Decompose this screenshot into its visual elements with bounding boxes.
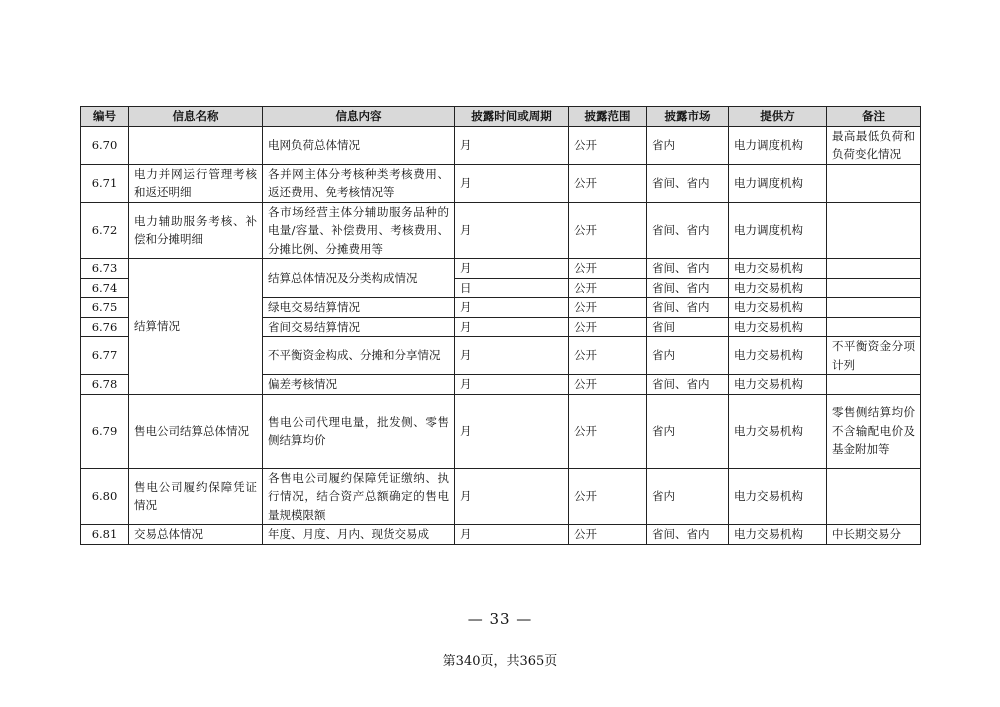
row-market: 省间、省内 [647,375,729,395]
row-name: 结算情况 [129,259,263,395]
row-period: 月 [455,394,569,468]
table-row [81,468,921,525]
row-id: 6.79 [81,394,129,468]
row-period: 月 [455,337,569,375]
row-scope: 公开 [569,298,647,318]
row-note [827,259,921,279]
row-note: 不平衡资金分项计列 [827,337,921,375]
table-row [81,126,921,164]
row-provider: 电力调度机构 [729,202,827,259]
row-name: 售电公司结算总体情况 [129,394,263,468]
row-period: 月 [455,202,569,259]
row-note [827,298,921,318]
row-market: 省间、省内 [647,525,729,545]
row-id: 6.80 [81,468,129,525]
row-period: 月 [455,298,569,318]
row-content: 各市场经营主体分辅助服务品种的电量/容量、补偿费用、考核费用、分摊比例、分摊费用等 [263,202,455,259]
row-market: 省内 [647,468,729,525]
row-market: 省间、省内 [647,202,729,259]
header-market: 披露市场 [647,107,729,127]
row-period: 月 [455,525,569,545]
row-id: 6.71 [81,164,129,202]
row-market: 省内 [647,337,729,375]
row-period: 月 [455,317,569,337]
row-provider: 电力调度机构 [729,164,827,202]
row-scope: 公开 [569,394,647,468]
page-footer: 第340页，共365页 [442,654,558,669]
table-header-row [81,107,921,127]
header-id: 编号 [81,107,129,127]
row-period: 月 [455,468,569,525]
row-id: 6.70 [81,126,129,164]
row-content: 各并网主体分考核种类考核费用、返还费用、免考核情况等 [263,164,455,202]
row-content: 不平衡资金构成、分摊和分享情况 [263,337,455,375]
row-scope: 公开 [569,468,647,525]
row-content: 年度、月度、月内、现货交易成 [263,525,455,545]
row-market: 省间、省内 [647,278,729,298]
row-content: 偏差考核情况 [263,375,455,395]
row-provider: 电力交易机构 [729,468,827,525]
row-period: 月 [455,375,569,395]
row-scope: 公开 [569,317,647,337]
table-row [81,259,921,279]
row-provider: 电力交易机构 [729,278,827,298]
row-provider: 电力交易机构 [729,337,827,375]
table-row [81,202,921,259]
row-id: 6.73 [81,259,129,279]
row-provider: 电力交易机构 [729,317,827,337]
header-note: 备注 [827,107,921,127]
row-id: 6.77 [81,337,129,375]
row-id: 6.76 [81,317,129,337]
row-id: 6.81 [81,525,129,545]
row-provider: 电力交易机构 [729,394,827,468]
row-scope: 公开 [569,525,647,545]
row-provider: 电力交易机构 [729,259,827,279]
header-scope: 披露范围 [569,107,647,127]
table-row [81,394,921,468]
row-market: 省内 [647,126,729,164]
header-name: 信息名称 [129,107,263,127]
row-provider: 电力交易机构 [729,298,827,318]
row-note: 最高最低负荷和负荷变化情况 [827,126,921,164]
row-market: 省间、省内 [647,298,729,318]
row-content: 各售电公司履约保障凭证缴纳、执行情况，结合资产总额确定的售电量规模限额 [263,468,455,525]
disclosure-table [80,106,921,545]
row-note [827,164,921,202]
row-scope: 公开 [569,202,647,259]
row-id: 6.72 [81,202,129,259]
row-scope: 公开 [569,259,647,279]
row-scope: 公开 [569,164,647,202]
row-content: 售电公司代理电量，批发侧、零售侧结算均价 [263,394,455,468]
table-row [81,164,921,202]
row-market: 省间、省内 [647,164,729,202]
row-note: 零售侧结算均价不含输配电价及基金附加等 [827,394,921,468]
row-id: 6.75 [81,298,129,318]
row-provider: 电力交易机构 [729,375,827,395]
row-note [827,317,921,337]
row-scope: 公开 [569,337,647,375]
row-period: 月 [455,164,569,202]
row-content: 电网负荷总体情况 [263,126,455,164]
header-content: 信息内容 [263,107,455,127]
row-market: 省内 [647,394,729,468]
header-period: 披露时间或周期 [455,107,569,127]
row-note: 中长期交易分 [827,525,921,545]
row-scope: 公开 [569,126,647,164]
header-provider: 提供方 [729,107,827,127]
row-scope: 公开 [569,375,647,395]
page-number: — 33 — [467,610,533,628]
row-period: 月 [455,126,569,164]
row-market: 省间、省内 [647,259,729,279]
row-provider: 电力调度机构 [729,126,827,164]
row-note [827,278,921,298]
row-name: 售电公司履约保障凭证情况 [129,468,263,525]
row-name: 电力辅助服务考核、补偿和分摊明细 [129,202,263,259]
row-content: 省间交易结算情况 [263,317,455,337]
row-name [129,126,263,164]
row-content: 绿电交易结算情况 [263,298,455,318]
row-note [827,375,921,395]
row-content: 结算总体情况及分类构成情况 [263,259,455,298]
row-provider: 电力交易机构 [729,525,827,545]
row-note [827,468,921,525]
row-id: 6.78 [81,375,129,395]
row-period: 月 [455,259,569,279]
row-name: 电力并网运行管理考核和返还明细 [129,164,263,202]
row-note [827,202,921,259]
table-row [81,525,921,545]
row-name: 交易总体情况 [129,525,263,545]
row-market: 省间 [647,317,729,337]
row-scope: 公开 [569,278,647,298]
row-id: 6.74 [81,278,129,298]
row-period: 日 [455,278,569,298]
